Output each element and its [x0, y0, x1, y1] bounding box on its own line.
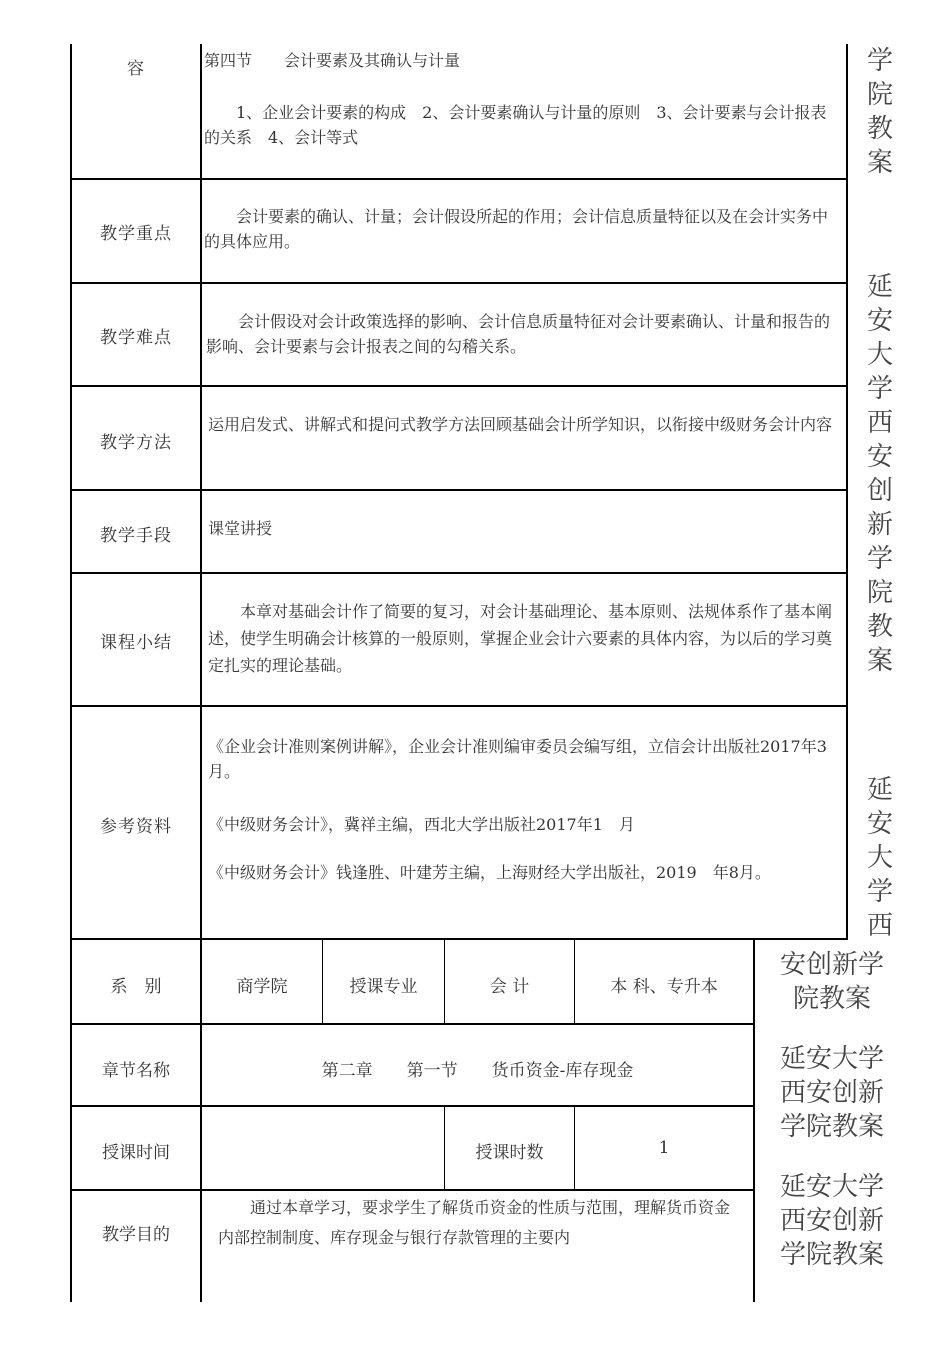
row-divider	[70, 705, 848, 707]
difficulties-text: 会计假设对会计政策选择的影响、会计信息质量特征对会计要素确认、计量和报告的影响、会计要素与会计报表之间的勾稽关系。	[206, 312, 831, 356]
upper-table-divider	[200, 44, 202, 1302]
table-separator	[70, 938, 848, 940]
side-watermark-block3: 延安大学 西安创新 学院教案	[779, 1172, 884, 1270]
major-value: 会 计	[489, 977, 530, 997]
row-divider	[70, 1189, 755, 1191]
methods-text: 运用启发式、讲解式和提问式教学方法回顾基础会计所学知识，以衔接中级财务会计内容	[208, 415, 833, 434]
side-watermark-col3: 延 安 大 学 西	[866, 775, 893, 941]
row-divider	[70, 178, 202, 180]
reference-item: 《中级财务会计》，冀祥主编，西北大学出版社2017年1 月	[208, 815, 635, 834]
major-label: 授课专业	[349, 977, 418, 997]
hours-label: 授课时数	[475, 1143, 544, 1163]
row-divider	[70, 1105, 755, 1107]
row-label-means: 教学手段	[100, 526, 172, 546]
goal-label: 教学目的	[102, 1225, 170, 1245]
row-label-summary: 课程小结	[100, 633, 172, 653]
reference-item: 《企业会计准则案例讲解》，企业会计准则编审委员会编写组，立信会计出版社2017年3月。	[208, 737, 827, 781]
chapter-label: 章节名称	[102, 1061, 170, 1081]
row-divider	[70, 385, 848, 387]
dept-value: 商学院	[236, 977, 288, 997]
means-text: 课堂讲授	[208, 519, 273, 538]
lower-table-border-right	[753, 938, 755, 1302]
row-divider	[200, 178, 848, 180]
side-watermark-col2: 延 安 大 学 西 安 创 新 学 院 教 案	[866, 272, 893, 676]
row-divider	[70, 282, 848, 284]
side-watermark-col1: 学 院 教 案	[866, 46, 893, 178]
section-heading: 第四节 会计要素及其确认与计量	[204, 51, 461, 70]
time-label: 授课时间	[102, 1143, 170, 1163]
row-divider	[70, 1023, 755, 1025]
hours-value: 1	[658, 1138, 670, 1158]
goal-text: 通过本章学习，要求学生了解货币资金的性质与范围，理解货币资金内部控制制度、库存现金与银行存款管理的主要内	[218, 1198, 731, 1247]
row-label-references: 参考资料	[100, 817, 172, 837]
section-content: 1、企业会计要素的构成 2、会计要素确认与计量的原则 3、会计要素与会计报表的关系 4、会计等式	[204, 103, 827, 147]
row-divider	[70, 489, 848, 491]
row-label-key-points: 教学重点	[100, 224, 172, 244]
summary-text: 本章对基础会计作了简要的复习，对会计基础理论、基本原则、法规体系作了基本阐述，使学生明确会计核算的一般原则，掌握企业会计六要素的具体内容，为以后的学习奠定扎实的理论基础。	[208, 602, 833, 675]
key-points-text: 会计要素的确认、计量；会计假设所起的作用；会计信息质量特征以及在会计实务中的具体应用。	[204, 207, 829, 251]
reference-item: 《中级财务会计》钱逢胜、叶建芳主编，上海财经大学出版社，2019 年8月。	[208, 863, 771, 882]
level-value: 本 科、专升本	[610, 977, 718, 997]
chapter-value: 第二章 第一节 货币资金-库存现金	[321, 1061, 634, 1081]
row-divider	[70, 572, 848, 574]
side-watermark-block1: 安创新学 院教案	[779, 950, 884, 1014]
side-watermark-block2: 延安大学 西安创新 学院教案	[779, 1044, 884, 1142]
dept-label: 系 别	[110, 977, 162, 997]
row-label-content: 容	[127, 59, 145, 79]
row-label-methods: 教学方法	[100, 433, 172, 453]
row-label-difficulties: 教学难点	[100, 328, 172, 348]
